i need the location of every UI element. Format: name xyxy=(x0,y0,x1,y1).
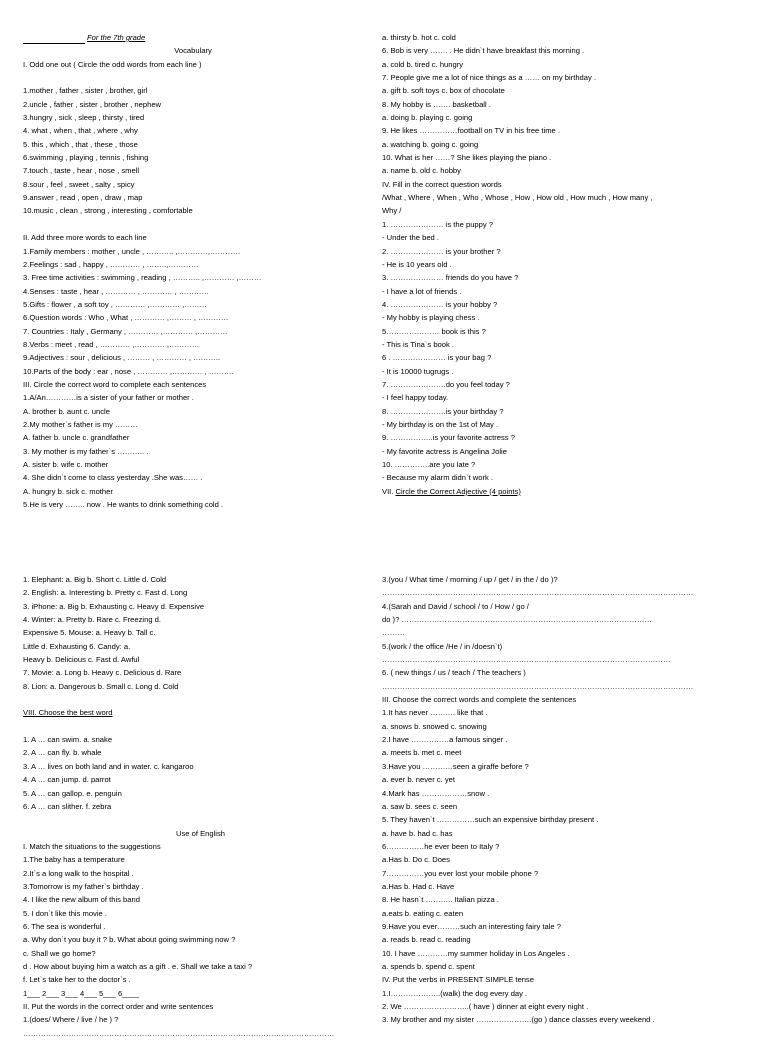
bottom-left-line: 4. Winter: a. Pretty b. Rare c. Freezing d. xyxy=(23,615,162,625)
bottom-right-line: 6. ( new things / us / teach / The teachers ) xyxy=(382,668,526,678)
top-right-line: - My hobby is playing chess . xyxy=(382,313,480,323)
bottom-right-line: a. meets b. met c. meet xyxy=(382,748,462,758)
top-left-column xyxy=(23,31,363,511)
bottom-left-column xyxy=(23,573,378,1040)
top-right-line: 9. ……………..is your favorite actress ? xyxy=(382,433,515,443)
top-right-line: 4. ………………… is your hobby ? xyxy=(382,299,498,309)
bottom-right-line: 2.I have ……………a famous singer . xyxy=(382,735,508,745)
bottom-right-line: a. saw b. sees c. seen xyxy=(382,801,458,811)
top-right-line: a. watching b. going c. going xyxy=(382,139,479,149)
top-left-line: 2.Feelings : sad , happy , ………… , ……..,………… xyxy=(23,259,199,269)
bottom-left-line: d . How about buying him a watch as a gift . e. Shall we take a taxi ? xyxy=(23,961,253,971)
bottom-left-line: VIII. Choose the best word xyxy=(23,708,113,718)
top-left-line: 9.answer , read , open , draw , map xyxy=(23,193,143,203)
top-left-line xyxy=(23,218,363,231)
top-left-line: II. Add three more words to each line xyxy=(23,233,147,243)
bottom-right-line: 1.I………………..(walk) the dog every day . xyxy=(382,988,528,998)
top-right-line: 3. ………………… friends do you have ? xyxy=(382,273,519,283)
bottom-left-line: Expensive 5. Mouse: a. Heavy b. Tall c. xyxy=(23,628,156,638)
top-right-line: - I have a lot of friends . xyxy=(382,286,462,296)
top-right-line: - Because my alarm didn`t work . xyxy=(382,473,493,483)
bottom-left-line: a. Why don`t you buy it ? b. What about going swimming now ? xyxy=(23,935,236,945)
bottom-right-line: 3.Have you …………seen a giraffe before ? xyxy=(382,761,529,771)
bottom-left-line: Use of English xyxy=(176,828,225,838)
bottom-right-line: …………………………………………………………………………………………………… xyxy=(382,655,671,665)
bottom-left-line: 3.Tomorrow is my father`s birthday . xyxy=(23,881,144,891)
top-right-line: 10. …………..are you late ? xyxy=(382,460,476,469)
bottom-left-line xyxy=(23,720,378,733)
top-left-line: 4. what , when , that , where , why xyxy=(23,126,138,136)
bottom-right-line: 8. He hasn`t ……….. Italian pizza . xyxy=(382,895,499,905)
top-left-line: 2.uncle , father , sister , brother , nephew xyxy=(23,99,162,109)
top-right-line: - He is 10 years old . xyxy=(382,259,452,269)
top-right-line: Why / xyxy=(382,206,402,216)
bottom-left-line: 1.The baby has a temperature xyxy=(23,855,125,865)
bottom-right-line: a.Has b. Do c. Does xyxy=(382,855,450,865)
bottom-right-line: 4.(Sarah and David / school / to / How / go / xyxy=(382,601,529,611)
top-right-line: 1. ………………… is the puppy ? xyxy=(382,219,493,229)
top-left-line: A. sister b. wife c. mother xyxy=(23,460,109,469)
bottom-left-line: 2.It`s a long walk to the hospital . xyxy=(23,868,134,878)
bottom-left-line: Little d. Exhausting 6. Candy: a. xyxy=(23,641,131,651)
bottom-left-line: Heavy b. Delicious c. Fast d. Awful xyxy=(23,655,140,665)
top-left-line: III. Circle the correct word to complete each sentences xyxy=(23,379,207,389)
top-left-line: I. Odd one out ( Circle the odd words from each line ) xyxy=(23,59,202,69)
bottom-left-line: 5. I don`t like this movie . xyxy=(23,908,107,918)
bottom-right-line: a. have b. had c. has xyxy=(382,828,453,838)
bottom-right-line: a. spends b. spend c. spent xyxy=(382,961,475,971)
bottom-left-line: 2. A … can fly. b. whale xyxy=(23,748,102,758)
top-left-line: 3. Free time activities : swimming , reading , ……….. ,………… ,……… xyxy=(23,273,262,283)
bottom-right-line: 6……………he ever been to Italy ? xyxy=(382,841,500,851)
bottom-left-line: c. Shall we go home? xyxy=(23,948,96,958)
top-left-line: A. brother b. aunt c. uncle xyxy=(23,406,110,416)
top-right-column xyxy=(382,31,752,498)
bottom-left-line: 5. A … can gallop. e. penguin xyxy=(23,788,122,798)
bottom-right-line: …………………………………………………………………………………………………………… xyxy=(382,681,694,691)
bottom-right-line: 9.Have you ever………such an interesting fairy tale ? xyxy=(382,921,561,931)
top-left-line: 9.Adjectives : sour , delicious , ……… , ………… , ……….. xyxy=(23,353,221,363)
top-right-line: VII. Circle the Correct Adjective (4 points) xyxy=(382,486,521,496)
bottom-left-line xyxy=(23,693,378,706)
top-right-line: 6. Bob is very ……. . He didn`t have breakfast this morning . xyxy=(382,46,585,56)
top-left-line: 1.Family members : mother , uncle , ……….. ,…………,………… xyxy=(23,246,241,256)
top-left-line: 8.Verbs : meet , read , ………… ,………… ,………… xyxy=(23,339,200,349)
top-right-line: a. cold b. tired c. hungry xyxy=(382,59,464,69)
bottom-left-line: 6. The sea is wonderful . xyxy=(23,921,106,931)
top-left-line: A. father b. uncle c. grandfather xyxy=(23,433,130,443)
bottom-right-line: IV. Put the verbs in PRESENT SIMPLE tense xyxy=(382,975,534,985)
top-left-line: Vocabulary xyxy=(174,46,212,56)
top-left-line: 5. this , which , that , these , those xyxy=(23,139,138,149)
top-right-line: - My birthday is on the 1st of May . xyxy=(382,419,499,429)
bottom-right-line: …………………………………………………………………………………………………………… xyxy=(382,588,694,598)
top-left-line: 4.Senses : taste , hear , ………… , ………… , ………… xyxy=(23,286,210,296)
bottom-left-line: 6. A … can slither. f. zebra xyxy=(23,801,112,811)
top-left-line: 3.hungry , sick , sleep , thirsty , tired xyxy=(23,113,145,123)
bottom-left-line: 3. iPhone: a. Big b. Exhausting c. Heavy d. Expensive xyxy=(23,601,205,611)
bottom-left-line xyxy=(23,813,378,826)
top-left-line: 5.Gifts : flower , a soft toy , ………… ,………… ,……… xyxy=(23,299,207,309)
top-right-line: a. gift b. soft toys c. box of chocolate xyxy=(382,86,505,96)
bottom-left-line: 1.(does/ Where / live / he ) ? xyxy=(23,1015,119,1025)
top-right-line: - My favorite actress is Angelina Jolie xyxy=(382,446,507,456)
top-right-line: - I feel happy today. xyxy=(382,393,449,403)
top-left-line: A. hungry b. sick c. mother xyxy=(23,486,113,496)
top-left-line: 2.My mother`s father is my ……… xyxy=(23,419,138,429)
bottom-right-line: a. ever b. never c. yet xyxy=(382,775,456,785)
top-left-line: 5.He is very …….. now . He wants to drink something cold . xyxy=(23,500,224,510)
top-left-line: 7. Countries : Italy , Germany , ………… ,………… ,………… xyxy=(23,326,228,336)
bottom-right-line: 10. I have …………my summer holiday in Los Angeles . xyxy=(382,948,570,958)
top-right-line: 9. He likes ……………football on TV in his free time . xyxy=(382,126,560,136)
top-right-line: 5………………… book is this ? xyxy=(382,326,486,336)
bottom-right-line: III. Choose the correct words and complete the sentences xyxy=(382,695,577,705)
bottom-right-line: 3.(you / What time / morning / up / get / in the / do )? xyxy=(382,575,558,584)
top-left-line: 3. My mother is my father`s ……….. . xyxy=(23,446,149,456)
top-right-line: /What , Where , When , Who , Whose , How , How old , How much , How many , xyxy=(382,193,653,203)
bottom-right-column xyxy=(382,573,752,1027)
top-left-line: 4. She didn`t come to class yesterday .She was…… . xyxy=(23,473,203,483)
top-left-line: 7.touch , taste , hear , nose , smell xyxy=(23,166,140,176)
top-right-line: a. doing b. playing c. going xyxy=(382,113,473,123)
top-right-line: a. name b. old c. hobby xyxy=(382,166,461,176)
bottom-left-line: 4. A … can jump. d. parrot xyxy=(23,775,111,785)
top-left-line xyxy=(23,31,363,44)
bottom-right-line: 2. We ……………………..( have ) dinner at eight every night . xyxy=(382,1002,589,1011)
top-right-line: 6 . ………………… is your bag ? xyxy=(382,353,492,363)
bottom-left-line: 7. Movie: a. Long b. Heavy c. Delicious d. Rare xyxy=(23,668,182,678)
bottom-left-line: 3. A … lives on both land and in water. c. kangaroo xyxy=(23,761,194,771)
top-right-line: 10. What is her ……? She likes playing the piano . xyxy=(382,153,552,163)
bottom-left-line: 1___ 2___ 3___ 4___ 5___ 6____ xyxy=(23,988,140,998)
bottom-right-line: 7……………you ever lost your mobile phone ? xyxy=(382,868,539,878)
bottom-left-line: I. Match the situations to the suggestions xyxy=(23,841,161,851)
title-blank-line xyxy=(23,34,85,44)
bottom-left-line: 4. I like the new album of this band xyxy=(23,895,140,905)
top-right-line: 7. People give me a lot of nice things as a …… on my birthday . xyxy=(382,73,597,83)
bottom-right-line: a.Has b. Had c. Have xyxy=(382,881,455,891)
bottom-right-line: a. snows b. snowed c. snowing xyxy=(382,721,487,731)
top-right-line: IV. Fill in the correct question words xyxy=(382,179,502,189)
bottom-left-line: 2. English: a. Interesting b. Pretty c. Fast d. Long xyxy=(23,588,188,598)
top-left-line xyxy=(23,71,363,84)
bottom-right-line: do )? ……………………………………………………………………………………… xyxy=(382,615,653,625)
page-title: For the 7th grade xyxy=(87,33,146,42)
bottom-right-line: 4.Mark has ………………snow . xyxy=(382,788,490,798)
bottom-right-line: 3. My brother and my sister ………………….(go ) dance classes every weekend . xyxy=(382,1015,655,1025)
bottom-left-line: 1. Elephant: a. Big b. Short c. Little d. Cold xyxy=(23,575,167,584)
bottom-right-line: a. reads b. read c. reading xyxy=(382,935,471,945)
top-left-line: 6.Question words : Who , What , ………… ,……… , ………… xyxy=(23,313,229,323)
top-right-line: a. thirsty b. hot c. cold xyxy=(382,33,456,42)
bottom-right-line: a.eats b. eating c. eaten xyxy=(382,908,464,918)
top-right-line: 8. ………………….is your birthday ? xyxy=(382,406,504,416)
top-left-line: 1.mother , father , sister , brother, girl xyxy=(23,86,148,96)
top-right-line: 2. ………………… is your brother ? xyxy=(382,246,501,256)
bottom-right-line: 5.(work / the office /He / in /doesn`t) xyxy=(382,641,503,651)
top-right-line: - It is 10000 tugrugs . xyxy=(382,366,454,376)
section-heading: Circle the Correct Adjective (4 points) xyxy=(395,486,521,496)
top-right-line: 7. ………………….do you feel today ? xyxy=(382,379,510,389)
bottom-right-line: ……… xyxy=(382,628,405,638)
top-right-line: - This is Tina`s book . xyxy=(382,339,455,349)
bottom-right-line: 1.It has never ………. like that . xyxy=(382,708,488,718)
bottom-left-line: …………………………………………………………………………………………………………… xyxy=(23,1028,335,1038)
top-left-line: 10.Parts of the body : ear , nose , ………… ,………… , ………. xyxy=(23,366,234,376)
bottom-left-line: II. Put the words in the correct order and write sentences xyxy=(23,1002,214,1011)
top-left-line: 8.sour , feel , sweet , salty , spicy xyxy=(23,179,135,189)
top-right-line: - Under the bed . xyxy=(382,233,439,243)
top-left-line: 6.swimming , playing , tennis , fishing xyxy=(23,153,149,163)
bottom-right-line: 5. They haven`t ……………such an expensive birthday present . xyxy=(382,815,599,825)
top-right-line: 8. My hobby is ……. basketball . xyxy=(382,99,491,109)
top-left-line: 10.music , clean , strong , interesting , comfortable xyxy=(23,206,193,216)
bottom-left-line: f. Let`s take her to the doctor`s . xyxy=(23,975,131,985)
top-left-line: 1.A/An…………is a sister of your father or mother . xyxy=(23,393,194,403)
bottom-left-line: 8. Lion: a. Dangerous b. Small c. Long d. Cold xyxy=(23,681,179,691)
bottom-left-line: 1. A … can swim. a. snake xyxy=(23,735,113,745)
